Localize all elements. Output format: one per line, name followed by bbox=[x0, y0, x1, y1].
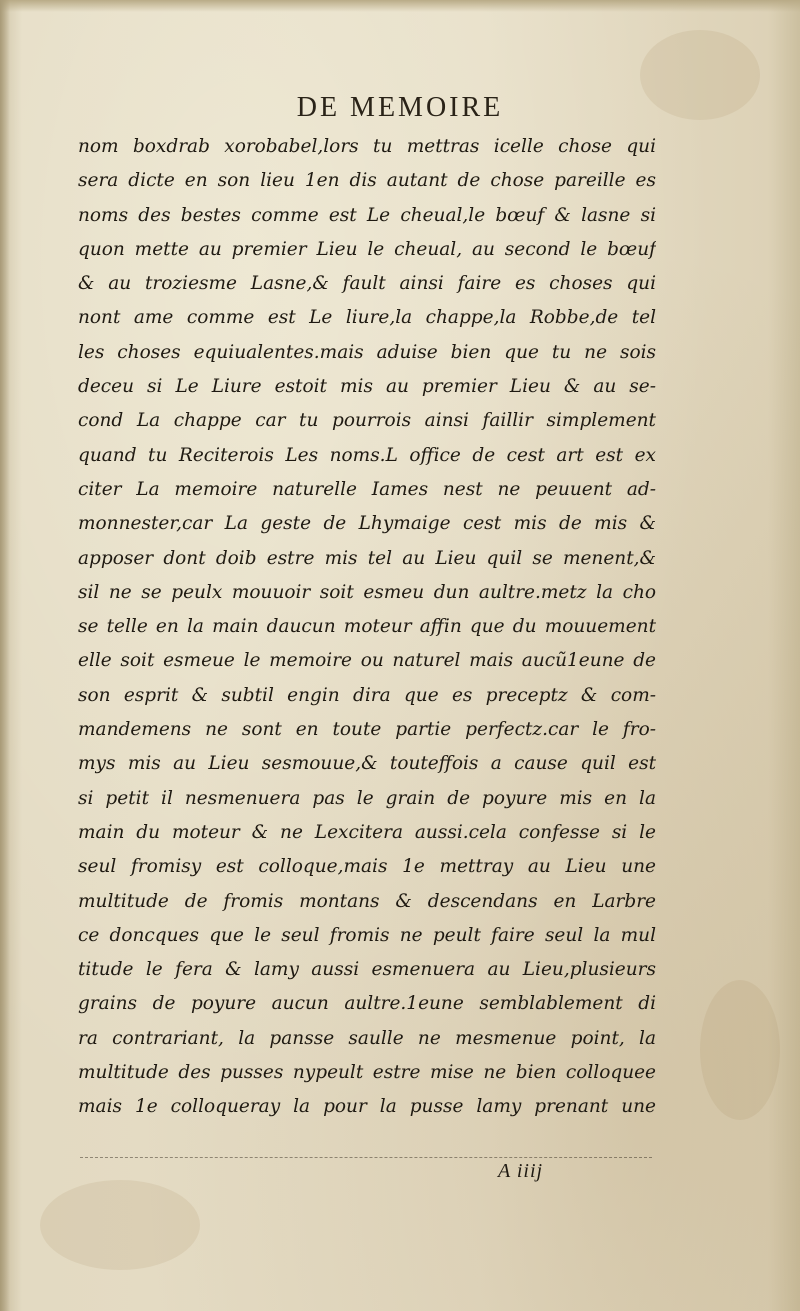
text-line: mys mis au Lieu sesmouue,& touteffois a cause quil est bbox=[78, 753, 656, 775]
text-line: se telle en la main daucun moteur affin que du mouuement bbox=[78, 616, 656, 638]
text-line: ra contrariant, la pansse saulle ne mesmenue point, la bbox=[78, 1027, 656, 1049]
text-line: les choses equiualentes.mais aduise bien que tu ne sois bbox=[78, 341, 656, 363]
text-line: quon mette au premier Lieu le cheual, au second le bœuf bbox=[78, 238, 656, 260]
text-line: grains de poyure aucun aultre.1eune semblablement di bbox=[78, 993, 656, 1015]
running-head: DE MEMOIRE bbox=[296, 92, 504, 123]
text-line: son esprit & subtil engin dira que es preceptz & com- bbox=[78, 684, 656, 706]
text-line: apposer dont doib estre mis tel au Lieu quil se menent,& bbox=[78, 547, 656, 569]
text-line: multitude des pusses nypeult estre mise ne bien colloquee bbox=[78, 1062, 656, 1084]
text-line: quand tu Reciterois Les noms.L office de cest art est ex bbox=[78, 444, 656, 466]
text-line: deceu si Le Liure estoit mis au premier Lieu & au se- bbox=[78, 376, 656, 398]
text-line: sera dicte en son lieu 1en dis autant de chose pareille es bbox=[78, 170, 656, 192]
body-text bbox=[78, 130, 656, 1125]
text-line: nont ame comme est Le liure,la chappe,la Robbe,de tel bbox=[78, 307, 656, 329]
last-line-rule bbox=[80, 1157, 652, 1158]
text-line: titude le fera & lamy aussi esmenuera au Lieu,plusieurs bbox=[78, 959, 656, 981]
signature-mark: A iiij bbox=[498, 1160, 544, 1182]
text-line: noms des bestes comme est Le cheual,le bœuf & lasne si bbox=[78, 204, 656, 226]
text-line: sil ne se peulx mouuoir soit esmeu dun aultre.metz la cho bbox=[78, 581, 656, 603]
text-line: ce doncques que le seul fromis ne peult faire seul la mul bbox=[78, 924, 656, 946]
text-line: citer La memoire naturelle Iames nest ne peuuent ad- bbox=[78, 478, 656, 500]
paper-stain bbox=[40, 1180, 200, 1270]
text-line: & au troziesme Lasne,& fault ainsi faire es choses qui bbox=[78, 273, 656, 295]
text-line: mandemens ne sont en toute partie perfectz.car le fro- bbox=[78, 719, 656, 741]
text-line: monnester,car La geste de Lhymaige cest mis de mis & bbox=[78, 513, 656, 535]
text-line: si petit il nesmenuera pas le grain de poyure mis en la bbox=[78, 787, 656, 809]
paper-stain bbox=[700, 980, 780, 1120]
text-line: cond La chappe car tu pourrois ainsi faillir simplement bbox=[78, 410, 656, 432]
text-line: nom boxdrab xorobabel,lors tu mettras icelle chose qui bbox=[78, 136, 656, 157]
text-line: seul fromisy est colloque,mais 1e mettray au Lieu une bbox=[78, 856, 656, 878]
text-line: mais 1e colloqueray la pour la pusse lamy prenant une bbox=[78, 1096, 656, 1118]
text-line: multitude de fromis montans & descendans en Larbre bbox=[78, 890, 656, 912]
text-line: elle soit esmeue le memoire ou naturel mais aucũ1eune de bbox=[78, 650, 656, 672]
text-line: main du moteur & ne Lexcitera aussi.cela confesse si le bbox=[78, 821, 656, 843]
